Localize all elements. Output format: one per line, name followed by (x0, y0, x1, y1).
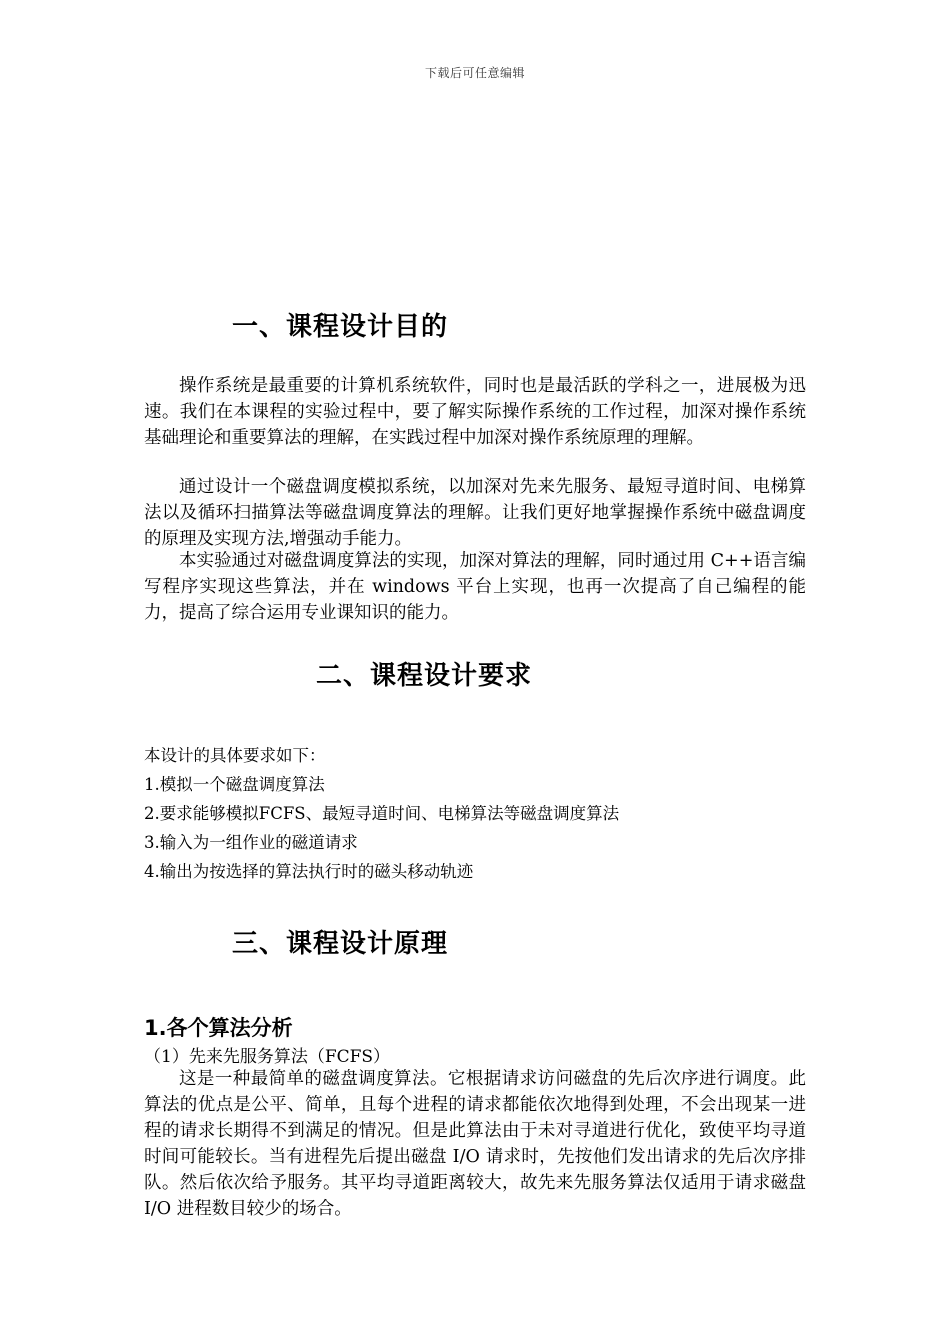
fcfs-paragraph: 这是一种最简单的磁盘调度算法。它根据请求访问磁盘的先后次序进行调度。此算法的优点是公平、简单，且每个进程的请求都能依次地得到处理，不会出现某一进程的请求长期得不到满足的情况。但是此算法由于未对寻道进行优化，致使平均寻道时间可能较长。当有进程先后提出磁盘 I/O 请求时，先按他们发出请求的先后次序排队。然后依次给予服务。其平均寻道距离较大，故先来先服务算法仅适用于请求磁盘 I/O 进程数目较少的场合。 (144, 1069, 806, 1219)
requirements-intro: 本设计的具体要求如下： (144, 746, 326, 765)
requirement-item-2: 2.要求能够模拟FCFS、最短寻道时间、电梯算法等磁盘调度算法 (144, 804, 620, 823)
section-1-paragraph-1: 操作系统是最重要的计算机系统软件，同时也是最活跃的学科之一，进展极为迅速。我们在本课程的实验过程中，要了解实际操作系统的工作过程，加深对操作系统基础理论和重要算法的理解，在实践过程中加深对操作系统原理的理解。 (144, 376, 806, 448)
page-header-note: 下载后可任意编辑 (424, 66, 525, 80)
section-2-title: 二、课程设计要求 (316, 661, 533, 691)
requirements-list (144, 741, 806, 886)
requirement-item-4: 4.输出为按选择的算法执行时的磁头移动轨迹 (144, 862, 474, 881)
subsection-heading: 1.各个算法分析 (144, 1016, 293, 1040)
section-1-paragraph-3: 本实验通过对磁盘调度算法的实现，加深对算法的理解，同时通过用 C++语言编写程序实现这些算法，并在 windows 平台上实现，也再一次提高了自己编程的能力，提高了综合运用专业课知识的能力。 (144, 551, 806, 623)
section-3-title: 三、课程设计原理 (232, 929, 449, 959)
requirement-item-3: 3.输入为一组作业的磁道请求 (144, 833, 358, 852)
requirement-item-1: 1.模拟一个磁盘调度算法 (144, 775, 325, 794)
section-1-paragraph-2: 通过设计一个磁盘调度模拟系统，以加深对先来先服务、最短寻道时间、电梯算法以及循环扫描算法等磁盘调度算法的理解。让我们更好地掌握操作系统中磁盘调度的原理及实现方法,增强动手能力。 (144, 477, 806, 549)
algorithm-item-heading: （1）先来先服务算法（FCFS） (144, 1047, 391, 1067)
section-1-title: 一、课程设计目的 (232, 312, 449, 342)
